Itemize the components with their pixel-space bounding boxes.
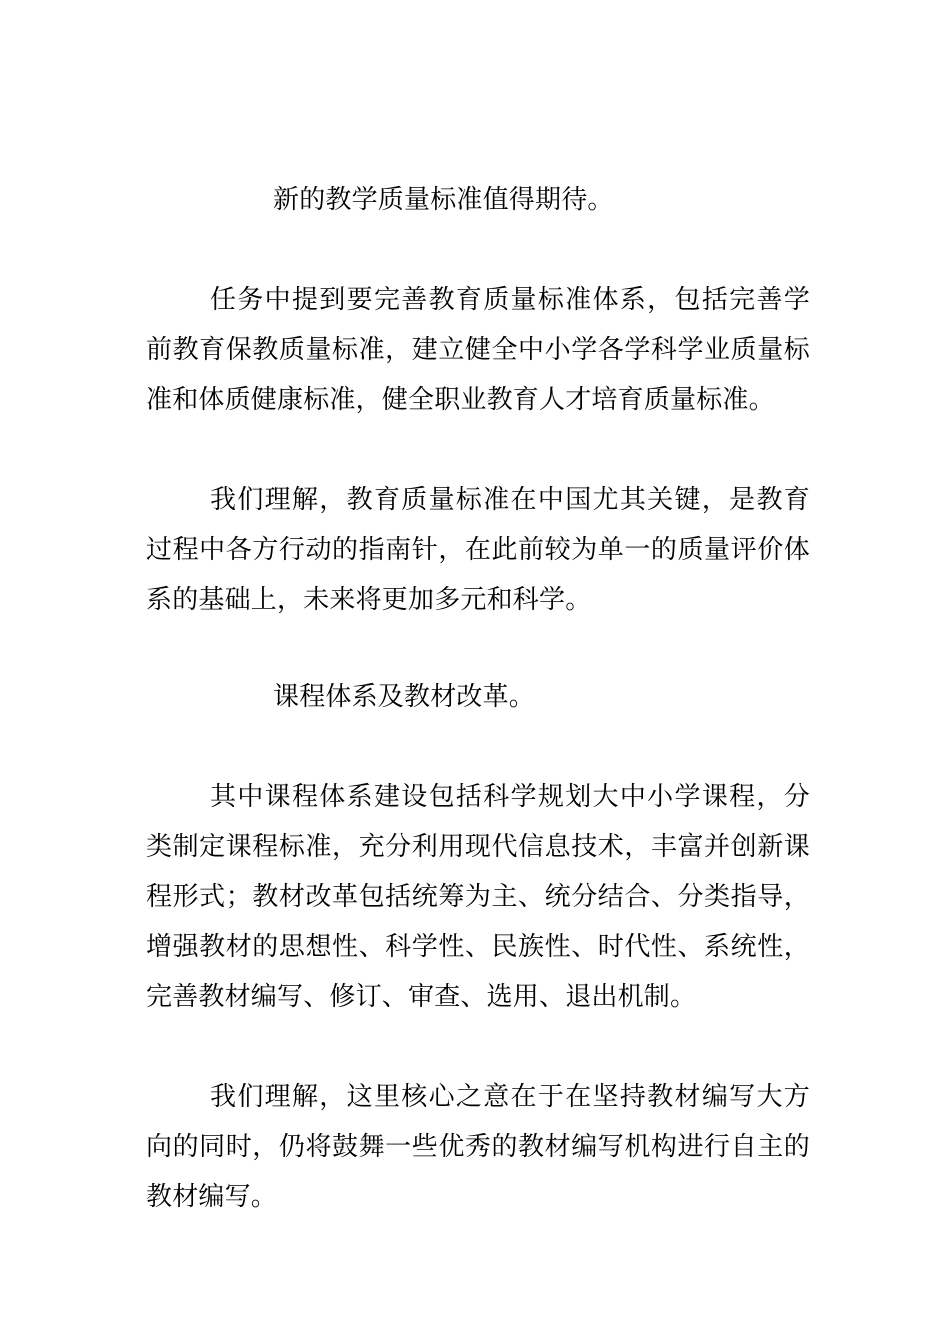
section-heading-quality-standards: 新的教学质量标准值得期待。 [273, 185, 614, 215]
paragraph-quality-standards-understanding: 我们理解，教育质量标准在中国尤其关键，是教育过程中各方行动的指南针，在此前较为单一的质量评价体系的基础上，未来将更加多元和科学。 [146, 485, 810, 615]
paragraph-curriculum-reform-details: 其中课程体系建设包括科学规划大中小学课程，分类制定课程标准，充分利用现代信息技术，丰富并创新课程形式；教材改革包括统筹为主、统分结合、分类指导，增强教材的思想性、科学性、民族性、时代性、系统性，完善教材编写、修订、审查、选用、退出机制。 [146, 782, 810, 1012]
paragraph-curriculum-reform-understanding: 我们理解，这里核心之意在于在坚持教材编写大方向的同时，仍将鼓舞一些优秀的教材编写机构进行自主的教材编写。 [146, 1082, 810, 1212]
paragraph-quality-standards-task: 任务中提到要完善教育质量标准体系，包括完善学前教育保教质量标准，建立健全中小学各学科学业质量标准和体质健康标准，健全职业教育人才培育质量标准。 [146, 285, 810, 415]
section-heading-curriculum-reform: 课程体系及教材改革。 [273, 682, 536, 712]
